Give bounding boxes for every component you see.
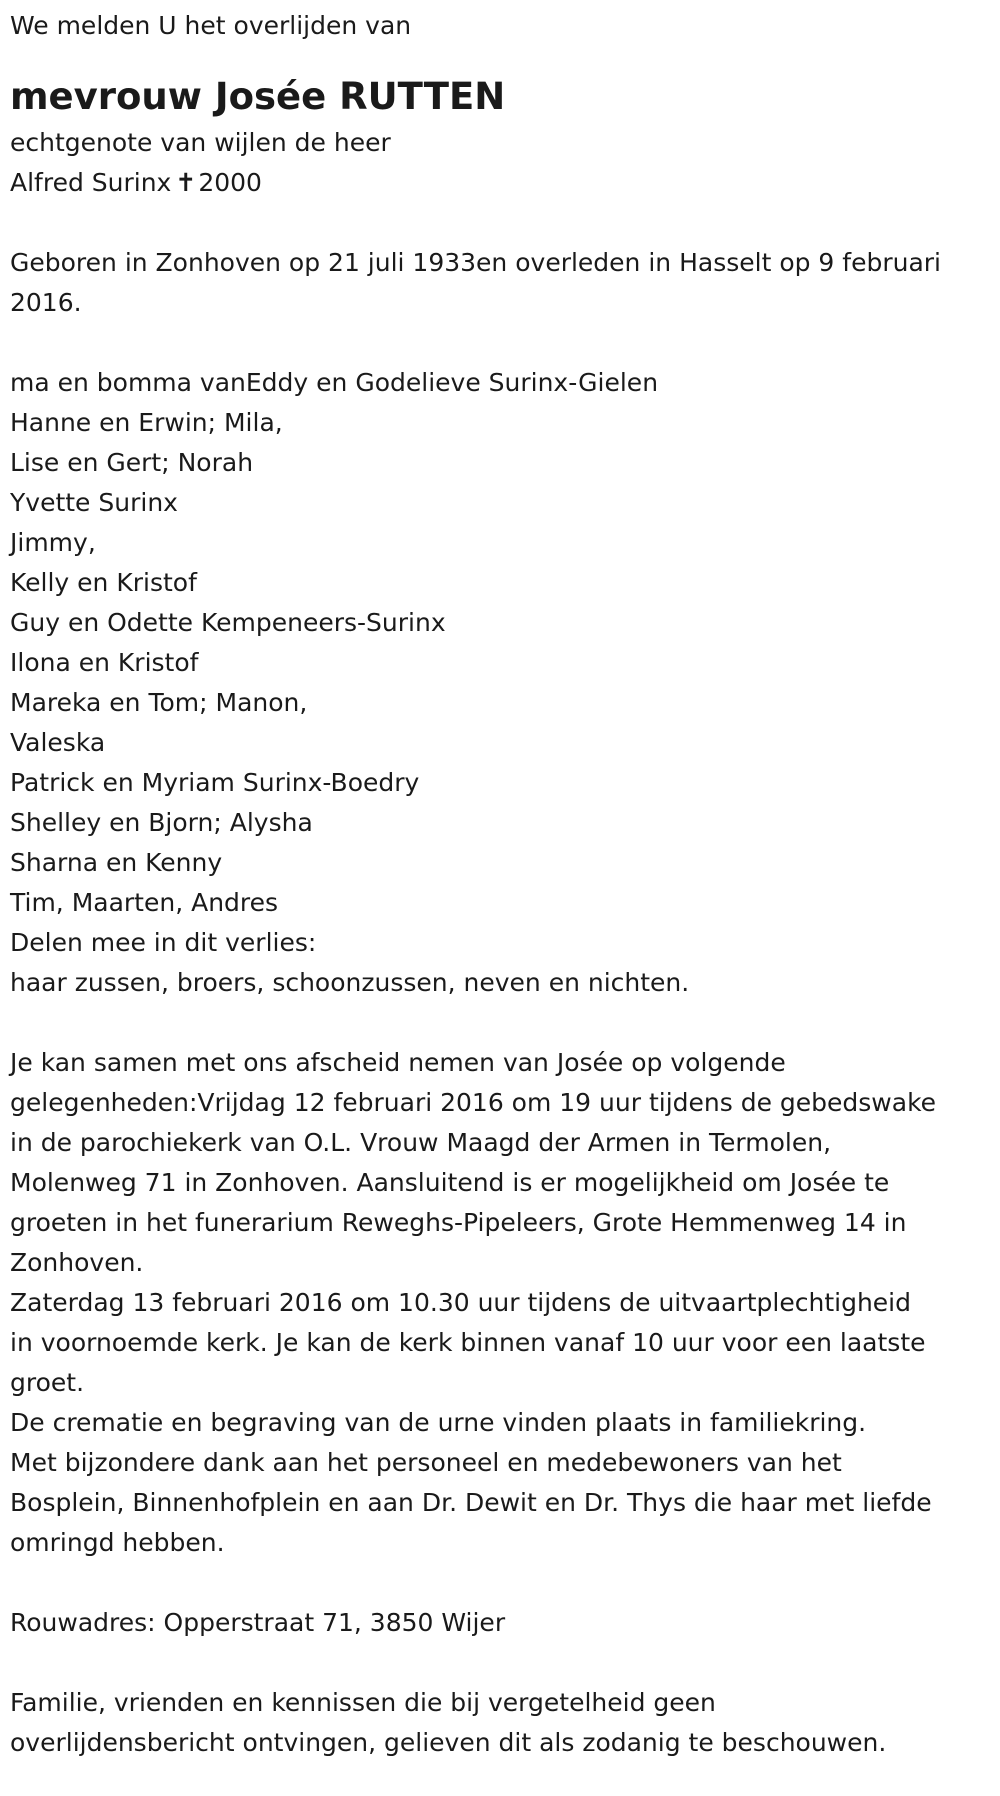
family-line: Patrick en Myriam Surinx-Boedry	[10, 768, 420, 797]
ceremony-line: Je kan samen met ons afscheid nemen van Josée op volgende	[10, 1048, 786, 1077]
spacer	[10, 1003, 990, 1043]
spouse-name: Alfred Surinx	[10, 168, 172, 197]
spacer	[10, 1563, 990, 1603]
family-line: Shelley en Bjorn; Alysha	[10, 808, 313, 837]
ceremony-line: groeten in het funerarium Reweghs-Pipeleers, Grote Hemmenweg 14 in	[10, 1208, 907, 1237]
intro-text: We melden U het overlijden van	[10, 11, 412, 40]
family-line: Kelly en Kristof	[10, 568, 197, 597]
birth-death-line-1: Geboren in Zonhoven op 21 juli 1933en overleden in Hasselt op 9 februari	[10, 248, 942, 277]
ceremony-line: De crematie en begraving van de urne vinden plaats in familiekring.	[10, 1408, 867, 1437]
spouse-name-line	[10, 163, 990, 203]
family-line: Delen mee in dit verlies:	[10, 928, 317, 957]
ceremony-line: groet.	[10, 1368, 85, 1397]
deceased-name: mevrouw Josée RUTTEN	[10, 75, 506, 118]
family-line: Jimmy,	[10, 528, 96, 557]
ceremony-line: in de parochiekerk van O.L. Vrouw Maagd der Armen in Termolen,	[10, 1128, 832, 1157]
family-line: Guy en Odette Kempeneers-Surinx	[10, 608, 446, 637]
ceremony-line: Bosplein, Binnenhofplein en aan Dr. Dewit en Dr. Thys die haar met liefde	[10, 1488, 932, 1517]
family-line: Valeska	[10, 728, 106, 757]
ceremony-paragraph	[10, 1043, 990, 1563]
family-list	[10, 363, 990, 1003]
family-line: Sharna en Kenny	[10, 848, 223, 877]
ceremony-line: in voornoemde kerk. Je kan de kerk binnen vanaf 10 uur voor een laatste	[10, 1328, 926, 1357]
family-line: Tim, Maarten, Andres	[10, 888, 279, 917]
family-line: Hanne en Erwin; Mila,	[10, 408, 283, 437]
ceremony-line: gelegenheden:Vrijdag 12 februari 2016 om 19 uur tijdens de gebedswake	[10, 1088, 937, 1117]
ceremony-line: Met bijzondere dank aan het personeel en medebewoners van het	[10, 1448, 842, 1477]
spacer	[10, 203, 990, 243]
spacer	[10, 1643, 990, 1683]
closing-line: overlijdensbericht ontvingen, gelieven dit als zodanig te beschouwen.	[10, 1728, 887, 1757]
family-line: ma en bomma vanEddy en Godelieve Surinx-Gielen	[10, 368, 659, 397]
closing-paragraph	[10, 1683, 990, 1763]
ceremony-line: Zaterdag 13 februari 2016 om 10.30 uur tijdens de uitvaartplechtigheid	[10, 1288, 912, 1317]
family-line: haar zussen, broers, schoonzussen, neven en nichten.	[10, 968, 690, 997]
spacer	[10, 323, 990, 363]
obituary-notice	[0, 6, 1000, 1796]
family-line: Mareka en Tom; Manon,	[10, 688, 308, 717]
birth-death-line-2: 2016.	[10, 288, 82, 317]
ceremony-line: Zonhoven.	[10, 1248, 144, 1277]
spouse-line: echtgenote van wijlen de heer	[10, 128, 391, 157]
family-line: Lise en Gert; Norah	[10, 448, 254, 477]
mourning-address: Rouwadres: Opperstraat 71, 3850 Wijer	[10, 1608, 506, 1637]
closing-line: Familie, vrienden en kennissen die bij vergetelheid geen	[10, 1688, 716, 1717]
ceremony-line: Molenweg 71 in Zonhoven. Aansluitend is er mogelijkheid om Josée te	[10, 1168, 890, 1197]
cross-icon: ✝	[175, 168, 197, 197]
family-line: Ilona en Kristof	[10, 648, 199, 677]
family-line: Yvette Surinx	[10, 488, 178, 517]
spouse-death-year: 2000	[198, 168, 262, 197]
ceremony-line: omringd hebben.	[10, 1528, 225, 1557]
